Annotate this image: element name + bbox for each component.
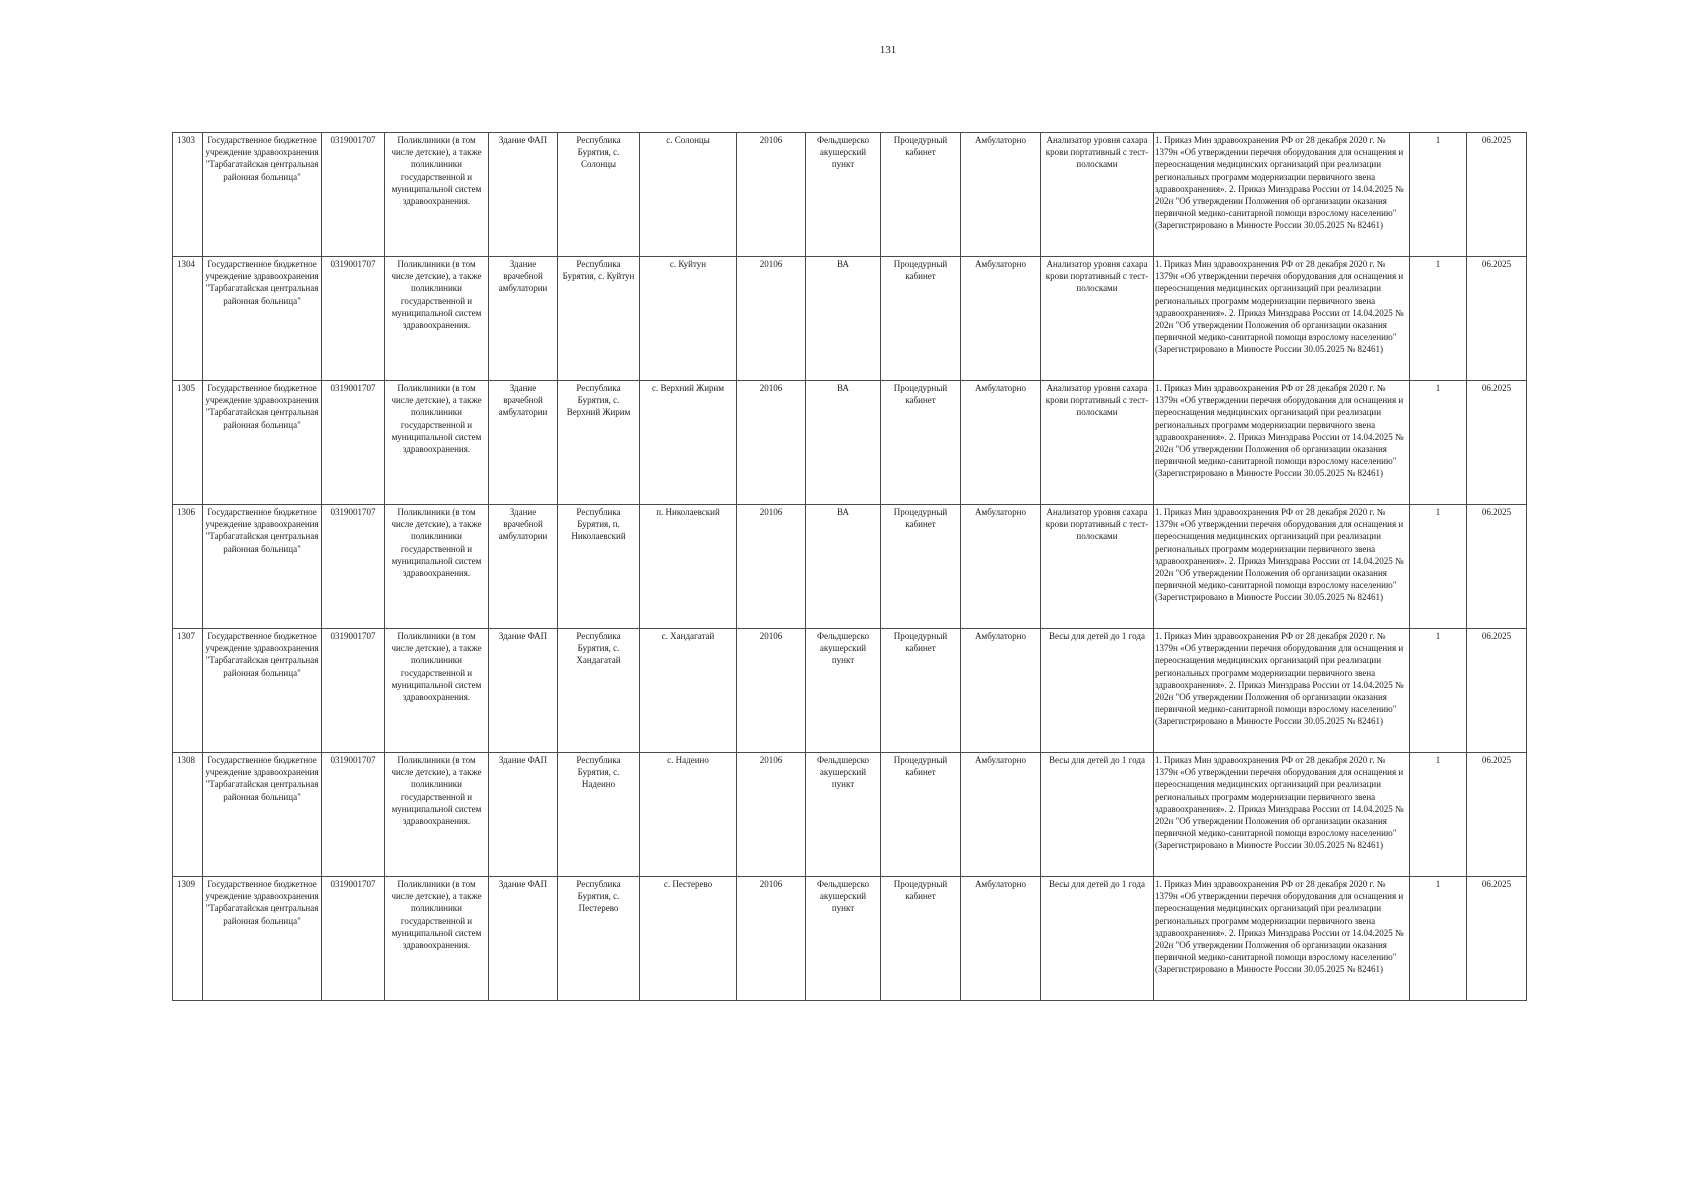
equipment-name: Анализатор уровня сахара крови портативный с тест-полосками bbox=[1041, 133, 1154, 257]
equipment-name: Анализатор уровня сахара крови портативный с тест-полосками bbox=[1041, 381, 1154, 505]
building-address: Республика Бурятия, с. Солонцы bbox=[558, 133, 640, 257]
locality-name: с. Пестерево bbox=[640, 877, 737, 1001]
row-number: 1303 bbox=[173, 133, 203, 257]
equipment-quantity: 1 bbox=[1410, 133, 1467, 257]
unit-type: Фельдшерско акушерский пункт bbox=[806, 629, 881, 753]
territory-code: 20106 bbox=[737, 257, 806, 381]
locality-name: с. Надеино bbox=[640, 753, 737, 877]
facility-category: Поликлиники (в том числе детские), а также поликлиники государственной и муниципальной систем здравоохранения. bbox=[385, 133, 489, 257]
delivery-date: 06.2025 bbox=[1467, 505, 1527, 629]
delivery-date: 06.2025 bbox=[1467, 381, 1527, 505]
building-type: Здание ФАП bbox=[489, 877, 558, 1001]
room-name: Процедурный кабинет bbox=[881, 629, 961, 753]
building-address: Республика Бурятия, с. Верхний Жирим bbox=[558, 381, 640, 505]
equipment-quantity: 1 bbox=[1410, 505, 1467, 629]
page-number: 131 bbox=[879, 44, 897, 56]
organization-name: Государственное бюджетное учреждение здравоохранения "Тарбагатайская центральная районная больница" bbox=[203, 257, 322, 381]
equipment-quantity: 1 bbox=[1410, 381, 1467, 505]
delivery-date: 06.2025 bbox=[1467, 877, 1527, 1001]
table-row bbox=[173, 877, 1527, 1001]
building-address: Республика Бурятия, с. Куйтун bbox=[558, 257, 640, 381]
facility-category: Поликлиники (в том числе детские), а также поликлиники государственной и муниципальной систем здравоохранения. bbox=[385, 257, 489, 381]
delivery-date: 06.2025 bbox=[1467, 257, 1527, 381]
table-row bbox=[173, 505, 1527, 629]
building-address: Республика Бурятия, с. Пестерево bbox=[558, 877, 640, 1001]
territory-code: 20106 bbox=[737, 629, 806, 753]
registry-body bbox=[173, 133, 1527, 1001]
unit-type: Фельдшерско акушерский пункт bbox=[806, 133, 881, 257]
unit-type: ВА bbox=[806, 505, 881, 629]
legal-basis: 1. Приказ Мин здравоохранения РФ от 28 декабря 2020 г. № 1379н «Об утверждении перечня оборудования для оснащения и переоснащения медицинских организаций при реализации региональных программ модернизации первичного звена здравоохранения». 2. Приказ Минздрава России от 14.04.2025 № 202н "Об утверждении Положения об организации оказания первичной медико-санитарной помощи взрослому населению" (Зарегистрировано в Минюсте России 30.05.2025 № 82461) bbox=[1154, 629, 1410, 753]
equipment-name: Весы для детей до 1 года bbox=[1041, 877, 1154, 1001]
building-type: Здание врачебной амбулатории bbox=[489, 381, 558, 505]
territory-code: 20106 bbox=[737, 381, 806, 505]
locality-name: с. Верхний Жирим bbox=[640, 381, 737, 505]
care-form: Амбулаторно bbox=[961, 257, 1041, 381]
facility-category: Поликлиники (в том числе детские), а также поликлиники государственной и муниципальной систем здравоохранения. bbox=[385, 381, 489, 505]
room-name: Процедурный кабинет bbox=[881, 753, 961, 877]
building-address: Республика Бурятия, п. Николаевский bbox=[558, 505, 640, 629]
locality-name: с. Куйтун bbox=[640, 257, 737, 381]
care-form: Амбулаторно bbox=[961, 381, 1041, 505]
care-form: Амбулаторно bbox=[961, 505, 1041, 629]
organization-name: Государственное бюджетное учреждение здравоохранения "Тарбагатайская центральная районная больница" bbox=[203, 753, 322, 877]
table-row bbox=[173, 381, 1527, 505]
equipment-name: Весы для детей до 1 года bbox=[1041, 629, 1154, 753]
row-number: 1308 bbox=[173, 753, 203, 877]
row-number: 1309 bbox=[173, 877, 203, 1001]
equipment-quantity: 1 bbox=[1410, 629, 1467, 753]
table-row bbox=[173, 133, 1527, 257]
territory-code: 20106 bbox=[737, 753, 806, 877]
equipment-name: Анализатор уровня сахара крови портативный с тест-полосками bbox=[1041, 257, 1154, 381]
care-form: Амбулаторно bbox=[961, 629, 1041, 753]
organization-inn: 0319001707 bbox=[322, 381, 385, 505]
row-number: 1307 bbox=[173, 629, 203, 753]
locality-name: с. Хандагатай bbox=[640, 629, 737, 753]
legal-basis: 1. Приказ Мин здравоохранения РФ от 28 декабря 2020 г. № 1379н «Об утверждении перечня оборудования для оснащения и переоснащения медицинских организаций при реализации региональных программ модернизации первичного звена здравоохранения». 2. Приказ Минздрава России от 14.04.2025 № 202н "Об утверждении Положения об организации оказания первичной медико-санитарной помощи взрослому населению" (Зарегистрировано в Минюсте России 30.05.2025 № 82461) bbox=[1154, 257, 1410, 381]
room-name: Процедурный кабинет bbox=[881, 877, 961, 1001]
delivery-date: 06.2025 bbox=[1467, 753, 1527, 877]
organization-inn: 0319001707 bbox=[322, 133, 385, 257]
row-number: 1306 bbox=[173, 505, 203, 629]
row-number: 1304 bbox=[173, 257, 203, 381]
organization-inn: 0319001707 bbox=[322, 629, 385, 753]
unit-type: Фельдшерско акушерский пункт bbox=[806, 877, 881, 1001]
organization-name: Государственное бюджетное учреждение здравоохранения "Тарбагатайская центральная районная больница" bbox=[203, 505, 322, 629]
building-type: Здание врачебной амбулатории bbox=[489, 257, 558, 381]
facility-category: Поликлиники (в том числе детские), а также поликлиники государственной и муниципальной систем здравоохранения. bbox=[385, 629, 489, 753]
organization-name: Государственное бюджетное учреждение здравоохранения "Тарбагатайская центральная районная больница" bbox=[203, 629, 322, 753]
unit-type: Фельдшерско акушерский пункт bbox=[806, 753, 881, 877]
territory-code: 20106 bbox=[737, 505, 806, 629]
organization-name: Государственное бюджетное учреждение здравоохранения "Тарбагатайская центральная районная больница" bbox=[203, 877, 322, 1001]
building-type: Здание ФАП bbox=[489, 753, 558, 877]
equipment-registry-table bbox=[172, 132, 1527, 1001]
locality-name: с. Солонцы bbox=[640, 133, 737, 257]
organization-inn: 0319001707 bbox=[322, 505, 385, 629]
equipment-quantity: 1 bbox=[1410, 753, 1467, 877]
legal-basis: 1. Приказ Мин здравоохранения РФ от 28 декабря 2020 г. № 1379н «Об утверждении перечня оборудования для оснащения и переоснащения медицинских организаций при реализации региональных программ модернизации первичного звена здравоохранения». 2. Приказ Минздрава России от 14.04.2025 № 202н "Об утверждении Положения об организации оказания первичной медико-санитарной помощи взрослому населению" (Зарегистрировано в Минюсте России 30.05.2025 № 82461) bbox=[1154, 753, 1410, 877]
territory-code: 20106 bbox=[737, 133, 806, 257]
organization-inn: 0319001707 bbox=[322, 753, 385, 877]
unit-type: ВА bbox=[806, 381, 881, 505]
legal-basis: 1. Приказ Мин здравоохранения РФ от 28 декабря 2020 г. № 1379н «Об утверждении перечня оборудования для оснащения и переоснащения медицинских организаций при реализации региональных программ модернизации первичного звена здравоохранения». 2. Приказ Минздрава России от 14.04.2025 № 202н "Об утверждении Положения об организации оказания первичной медико-санитарной помощи взрослому населению" (Зарегистрировано в Минюсте России 30.05.2025 № 82461) bbox=[1154, 381, 1410, 505]
care-form: Амбулаторно bbox=[961, 753, 1041, 877]
equipment-quantity: 1 bbox=[1410, 877, 1467, 1001]
facility-category: Поликлиники (в том числе детские), а также поликлиники государственной и муниципальной систем здравоохранения. bbox=[385, 753, 489, 877]
room-name: Процедурный кабинет bbox=[881, 257, 961, 381]
table-row bbox=[173, 629, 1527, 753]
room-name: Процедурный кабинет bbox=[881, 505, 961, 629]
facility-category: Поликлиники (в том числе детские), а также поликлиники государственной и муниципальной систем здравоохранения. bbox=[385, 505, 489, 629]
care-form: Амбулаторно bbox=[961, 133, 1041, 257]
locality-name: п. Николаевский bbox=[640, 505, 737, 629]
equipment-name: Анализатор уровня сахара крови портативный с тест-полосками bbox=[1041, 505, 1154, 629]
building-type: Здание врачебной амбулатории bbox=[489, 505, 558, 629]
facility-category: Поликлиники (в том числе детские), а также поликлиники государственной и муниципальной систем здравоохранения. bbox=[385, 877, 489, 1001]
organization-inn: 0319001707 bbox=[322, 877, 385, 1001]
row-number: 1305 bbox=[173, 381, 203, 505]
delivery-date: 06.2025 bbox=[1467, 629, 1527, 753]
building-address: Республика Бурятия, с. Хандагатай bbox=[558, 629, 640, 753]
territory-code: 20106 bbox=[737, 877, 806, 1001]
care-form: Амбулаторно bbox=[961, 877, 1041, 1001]
equipment-name: Весы для детей до 1 года bbox=[1041, 753, 1154, 877]
legal-basis: 1. Приказ Мин здравоохранения РФ от 28 декабря 2020 г. № 1379н «Об утверждении перечня оборудования для оснащения и переоснащения медицинских организаций при реализации региональных программ модернизации первичного звена здравоохранения». 2. Приказ Минздрава России от 14.04.2025 № 202н "Об утверждении Положения об организации оказания первичной медико-санитарной помощи взрослому населению" (Зарегистрировано в Минюсте России 30.05.2025 № 82461) bbox=[1154, 877, 1410, 1001]
building-address: Республика Бурятия, с. Надеино bbox=[558, 753, 640, 877]
unit-type: ВА bbox=[806, 257, 881, 381]
room-name: Процедурный кабинет bbox=[881, 381, 961, 505]
building-type: Здание ФАП bbox=[489, 629, 558, 753]
legal-basis: 1. Приказ Мин здравоохранения РФ от 28 декабря 2020 г. № 1379н «Об утверждении перечня оборудования для оснащения и переоснащения медицинских организаций при реализации региональных программ модернизации первичного звена здравоохранения». 2. Приказ Минздрава России от 14.04.2025 № 202н "Об утверждении Положения об организации оказания первичной медико-санитарной помощи взрослому населению" (Зарегистрировано в Минюсте России 30.05.2025 № 82461) bbox=[1154, 505, 1410, 629]
equipment-quantity: 1 bbox=[1410, 257, 1467, 381]
room-name: Процедурный кабинет bbox=[881, 133, 961, 257]
building-type: Здание ФАП bbox=[489, 133, 558, 257]
organization-name: Государственное бюджетное учреждение здравоохранения "Тарбагатайская центральная районная больница" bbox=[203, 381, 322, 505]
table-row bbox=[173, 753, 1527, 877]
delivery-date: 06.2025 bbox=[1467, 133, 1527, 257]
organization-name: Государственное бюджетное учреждение здравоохранения "Тарбагатайская центральная районная больница" bbox=[203, 133, 322, 257]
legal-basis: 1. Приказ Мин здравоохранения РФ от 28 декабря 2020 г. № 1379н «Об утверждении перечня оборудования для оснащения и переоснащения медицинских организаций при реализации региональных программ модернизации первичного звена здравоохранения». 2. Приказ Минздрава России от 14.04.2025 № 202н "Об утверждении Положения об организации оказания первичной медико-санитарной помощи взрослому населению" (Зарегистрировано в Минюсте России 30.05.2025 № 82461) bbox=[1154, 133, 1410, 257]
organization-inn: 0319001707 bbox=[322, 257, 385, 381]
table-row bbox=[173, 257, 1527, 381]
